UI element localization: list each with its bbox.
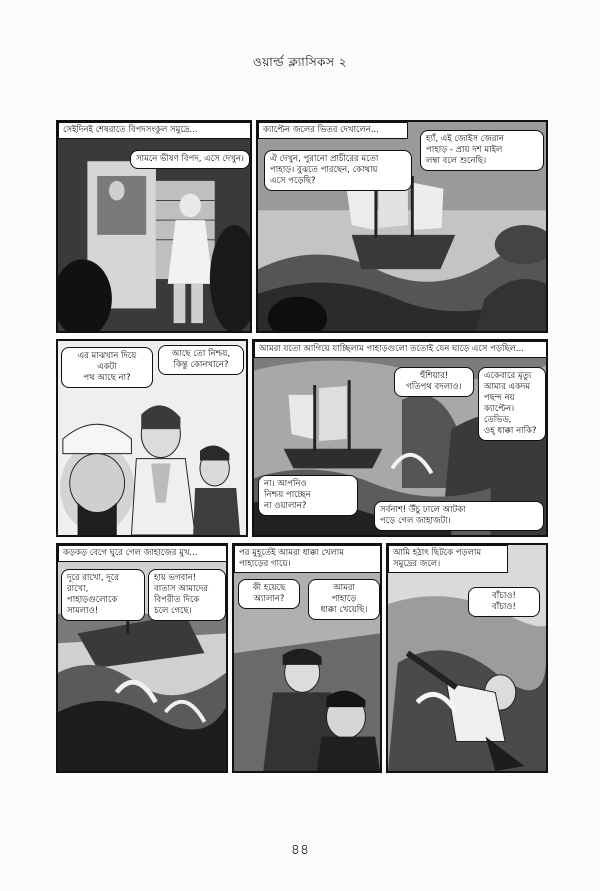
page-number: ৪৪ (290, 842, 310, 858)
comic-panel-1 (56, 120, 252, 333)
panel-6-bubble-1: কী হয়েছে অ্যালান? (238, 579, 300, 609)
comic-panel-5 (56, 543, 228, 773)
comic-panel-2 (256, 120, 548, 333)
panel-7-bubble-1: বাঁচাও! বাঁচাও! (468, 587, 540, 617)
panel-4-caption: আমরা যতো আগিয়ে যাচ্ছিলাম পাহাড়গুলো ততোই যেন ঘাড়ে এসে পড়ছিল... (254, 341, 548, 358)
comic-panel-4 (252, 339, 548, 537)
panel-3-bubble-2: আছে তো নিশ্চয়, কিন্তু কোনখানে? (158, 345, 244, 375)
panel-5-bubble-1: দূরে রাখো, দূরে রাখো, পাহাড়গুলোকে সামলাও! (61, 569, 145, 621)
panel-2-bubble-2: হ্যাঁ, এই জোইস জেরান পাহাড় - প্রায় দশ মাইল লম্বা বলে শুনেছি। (420, 130, 544, 171)
panel-4-bubble-1: হুঁশিয়ার! গতিপথ বদলাও। (394, 367, 474, 397)
panel-4-bubble-4: সর্বনাশ! উঁচু ঢালে আটকা পড়ে গেল জাহাজটা। (374, 501, 544, 531)
panel-1-caption: সেইদিনই শেষরাতে বিপদসংকুল সমুদ্রে... (58, 122, 252, 139)
comic-panel-7 (386, 543, 548, 773)
comic-panel-6 (232, 543, 382, 773)
panel-art-man-falling (388, 545, 546, 771)
panel-6-bubble-2: আমরা পাহাড়ে ধাক্কা খেয়েছি। (308, 579, 380, 620)
panel-2-bubble-1: ঐ দেখুন, পুরানো প্রাচীরের মতো পাহাড়। বুঝতে পারছেন, কোথায় এসে পড়েছি? (264, 150, 412, 191)
panel-4-bubble-2: একেবারে মৃত্যু আমার একদম পছন্দ নয় ক্যাপ্টেন। ডেভিড, ওহ্ ধাক্কা নাকি? (478, 367, 546, 441)
panel-5-bubble-2: হায় ভগবান! বাতাস আমাদের বিপরীত দিকে চলে গেছে। (148, 569, 226, 621)
panel-6-caption: পর মুহূর্তেই আমরা ধাক্কা খেলাম পাহাড়ের গায়ে। (234, 545, 382, 573)
panel-4-bubble-3: না। আপনিও নিশ্চয় পাচ্ছেন না ওয়ালান? (258, 475, 358, 516)
panel-2-caption: ক্যাপ্টেন জলের ভিতর দেখালেন... (258, 122, 408, 139)
panel-3-bubble-1: এর মাঝখান দিয়ে একটা পথ আছে না? (61, 347, 153, 388)
panel-7-caption: আমি হঠাৎ ছিটকে পড়লাম সমুদ্রের জলে। (388, 545, 508, 573)
page-header: ওয়ার্ল্ড ক্ল্যাসিকস ২ (252, 55, 348, 69)
panel-1-bubble-1: সামনে ভীষণ বিপদ, এসে দেখুন। (130, 150, 250, 169)
comic-panel-3 (56, 339, 248, 537)
panel-5-caption: কড়কড় বেগে ঘুরে গেল জাহাজের মুখ... (58, 545, 228, 562)
